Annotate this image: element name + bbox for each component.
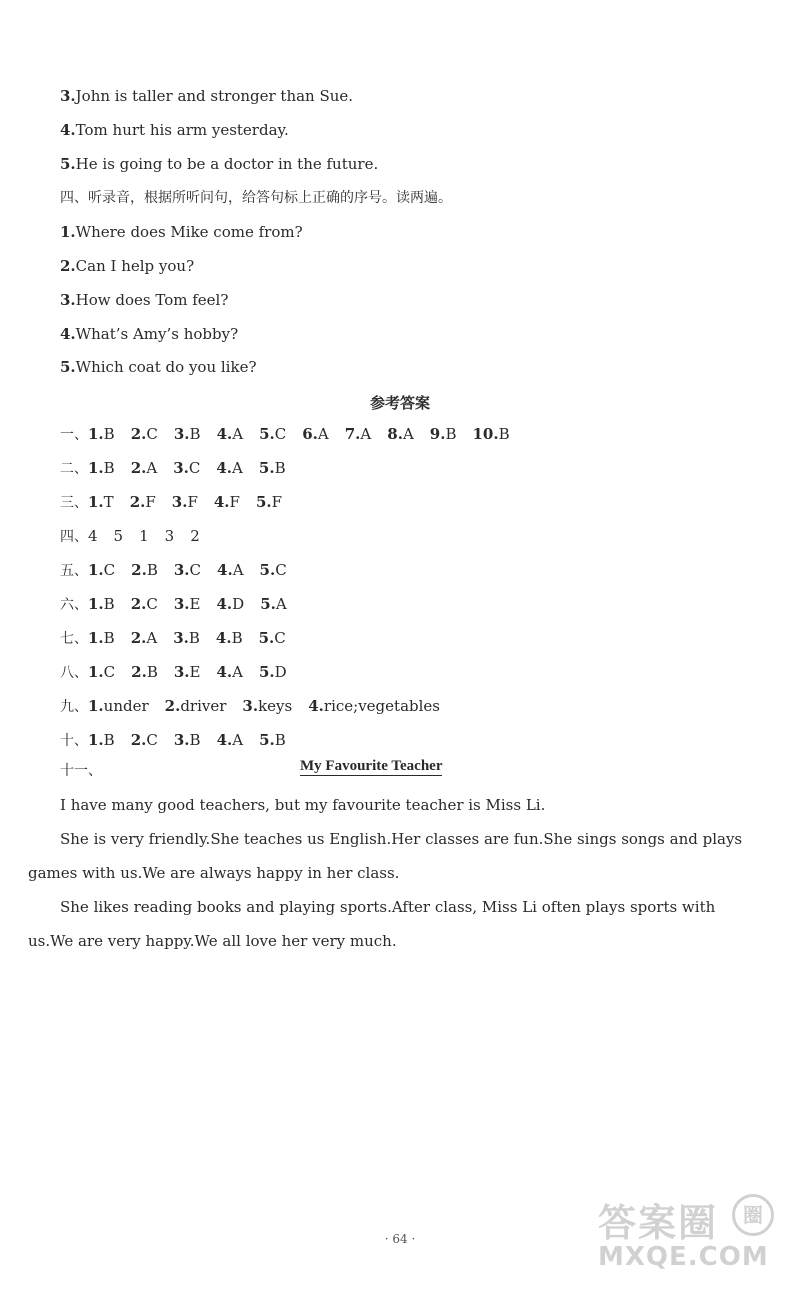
answer-item-number: 2. — [164, 697, 181, 715]
answer-item-value: A — [232, 459, 243, 477]
answer-item-number: 2. — [130, 425, 147, 443]
answer-item — [173, 458, 200, 478]
answer-item-value: F — [229, 493, 240, 511]
answer-item-value: C — [274, 629, 286, 647]
answer-item — [174, 424, 201, 444]
answer-item — [88, 458, 115, 478]
answer-item-value: B — [146, 561, 158, 579]
answer-row-label: 二、 — [60, 461, 88, 477]
answer-item-number: 4. — [216, 459, 233, 477]
answer-item-number: 5. — [260, 595, 276, 613]
answer-item-number: 4. — [213, 493, 230, 511]
answer-item-number: 5. — [259, 425, 275, 443]
section-4-item-1: 1.Where does Mike come from? — [60, 223, 303, 241]
answer-item — [174, 560, 201, 580]
essay-label: 十一、 — [60, 763, 102, 779]
answer-item — [131, 628, 158, 648]
answer-item — [242, 696, 292, 716]
answer-item-number: 3. — [173, 561, 190, 579]
answer-row-label: 五、 — [60, 563, 88, 579]
answer-item — [88, 628, 115, 648]
answer-row-label: 八、 — [60, 665, 88, 681]
answer-item-number: 1. — [88, 425, 104, 443]
answer-item — [345, 424, 372, 444]
answer-item-value: 2 — [190, 527, 200, 545]
answer-item-value: B — [445, 425, 457, 443]
answer-item-value: 5 — [113, 527, 124, 545]
answer-item-value: B — [146, 663, 158, 681]
answer-item-value: C — [275, 561, 287, 579]
answer-item — [430, 424, 457, 444]
answer-item-value: C — [274, 425, 287, 443]
answer-item-number: 1. — [88, 595, 104, 613]
answer-item — [172, 492, 198, 512]
answer-item-number: 2. — [130, 629, 147, 647]
answer-item-number: 4. — [216, 731, 233, 749]
script-line-4: 4.Tom hurt his arm yesterday. — [60, 121, 289, 139]
answer-item-value: C — [189, 561, 202, 579]
answer-item-value: B — [189, 425, 201, 443]
answer-item-number: 1. — [88, 493, 104, 511]
answer-item-value: E — [189, 663, 201, 681]
answer-item-value: C — [146, 595, 158, 613]
answer-item-value: E — [189, 595, 201, 613]
answer-item-number: 1. — [88, 629, 104, 647]
answer-item-number: 4. — [308, 697, 324, 715]
answer-item-value: B — [498, 425, 510, 443]
essay-paragraph-3: She likes reading books and playing sports.After class, Miss Li often plays sports with us.We are very happy.We all love her very much. — [28, 898, 716, 950]
page-number: · 64 · — [384, 1232, 416, 1246]
answer-item — [131, 560, 158, 580]
answer-item-value: B — [103, 425, 115, 443]
answer-item-number: 3. — [242, 697, 259, 715]
answer-item-value: F — [187, 493, 198, 511]
answer-item — [302, 424, 329, 444]
answer-row-label: 一、 — [60, 427, 88, 443]
answer-item — [88, 424, 115, 444]
answer-item-value: A — [402, 425, 414, 443]
answer-item-number: 2. — [130, 459, 147, 477]
answer-item-number: 5. — [258, 629, 275, 647]
answer-item — [174, 594, 201, 614]
answer-item — [217, 560, 244, 580]
answer-row — [60, 730, 302, 751]
answer-row-label: 三、 — [60, 495, 88, 511]
answer-item — [174, 662, 201, 682]
answer-item-value: B — [103, 629, 115, 647]
answer-item-number: 5. — [259, 663, 275, 681]
answer-row-label: 十、 — [60, 733, 88, 749]
answer-item — [214, 492, 240, 512]
answer-item-value: F — [271, 493, 283, 511]
answer-item-value: 3 — [164, 527, 175, 545]
answer-row — [60, 492, 298, 513]
answer-item-value: B — [189, 731, 201, 749]
answer-item-number: 10. — [472, 425, 499, 443]
answer-item-value: B — [103, 731, 115, 749]
answer-item-number: 2. — [129, 493, 146, 511]
answer-row-label: 四、 — [60, 529, 88, 545]
answer-item-value: A — [232, 425, 244, 443]
answer-item-value: A — [146, 629, 158, 647]
answer-item-number: 4. — [216, 595, 233, 613]
answer-item-number: 3. — [173, 425, 190, 443]
answer-item-value: D — [274, 663, 287, 681]
answer-row — [60, 662, 303, 683]
answer-row — [60, 628, 302, 649]
answer-row — [60, 560, 303, 581]
answer-row — [60, 696, 456, 717]
answer-item-value: A — [146, 459, 158, 477]
answer-item-value: keys — [258, 697, 293, 715]
answer-item-value: B — [103, 459, 115, 477]
answer-row-label: 六、 — [60, 597, 88, 613]
watermark-url: MXQE.COM — [598, 1242, 769, 1272]
answer-item-number: 1. — [88, 731, 104, 749]
answer-item — [88, 594, 115, 614]
answer-item-number: 4. — [216, 663, 233, 681]
answer-item — [88, 492, 114, 512]
answer-item-value: A — [360, 425, 372, 443]
answer-item-value: A — [317, 425, 329, 443]
answer-item — [131, 594, 158, 614]
answer-item-value: C — [188, 459, 201, 477]
answer-item-number: 4. — [215, 629, 232, 647]
answer-item — [165, 526, 175, 546]
answer-item — [259, 424, 286, 444]
script-line-3: 3.John is taller and stronger than Sue. — [60, 87, 354, 105]
answer-item-value: F — [145, 493, 156, 511]
answer-row — [60, 526, 216, 547]
answer-item — [190, 526, 200, 546]
answer-item-number: 5. — [259, 731, 275, 749]
answer-item — [387, 424, 414, 444]
answer-item-value: B — [103, 595, 115, 613]
essay-paragraph-2: She is very friendly.She teaches us English.Her classes are fun.She sings songs and plays games with us.We are always happy in her class. — [28, 830, 743, 882]
answer-item-value: A — [232, 731, 244, 749]
answer-item — [217, 424, 244, 444]
answer-item-number: 2. — [131, 561, 147, 579]
answer-item — [259, 628, 286, 648]
answer-item-value: C — [103, 663, 116, 681]
answer-item-number: 3. — [171, 493, 188, 511]
watermark-cn: 答案圈 — [598, 1201, 719, 1245]
answer-item-number: 3. — [173, 629, 189, 647]
answer-item-value: A — [232, 561, 244, 579]
answer-item — [131, 458, 158, 478]
answer-row-label: 七、 — [60, 631, 88, 647]
answer-item-number: 5. — [258, 459, 275, 477]
answer-item-value: B — [274, 731, 286, 749]
answer-item-number: 2. — [130, 595, 147, 613]
answer-item — [131, 424, 158, 444]
answer-item-value: A — [232, 663, 243, 681]
answer-item — [256, 492, 282, 512]
section-4-item-5: 5.Which coat do you like? — [60, 358, 257, 376]
section-4-item-4: 4.What’s Amy’s hobby? — [60, 325, 239, 343]
answer-item — [88, 696, 149, 716]
answer-item — [131, 662, 158, 682]
answer-item — [174, 730, 201, 750]
answer-item — [259, 662, 287, 682]
answer-item-number: 3. — [173, 663, 190, 681]
answer-item — [88, 662, 115, 682]
answer-item-number: 5. — [255, 493, 272, 511]
answer-item-value: rice;vegetables — [323, 697, 440, 715]
answer-item — [259, 730, 286, 750]
answer-item-value: D — [232, 595, 245, 613]
answer-item-value: C — [146, 731, 158, 749]
answer-item-number: 1. — [88, 663, 104, 681]
answer-key-title: 参考答案 — [369, 394, 430, 412]
answer-item-number: 1. — [88, 459, 104, 477]
answer-item-number: 3. — [173, 731, 190, 749]
answer-item-value: C — [146, 425, 158, 443]
answer-item — [88, 730, 115, 750]
answer-item — [88, 526, 98, 546]
answer-item — [259, 458, 286, 478]
answer-item-number: 8. — [387, 425, 403, 443]
answer-item — [260, 560, 287, 580]
answer-item-value: A — [275, 595, 287, 613]
answer-item — [131, 730, 158, 750]
answer-item — [139, 526, 149, 546]
answer-item — [260, 594, 287, 614]
answer-item-number: 6. — [302, 425, 318, 443]
section-4-item-3: 3.How does Tom feel? — [60, 291, 229, 309]
answer-item — [173, 628, 200, 648]
answer-item-value: 4 — [88, 527, 98, 545]
answer-item — [130, 492, 156, 512]
watermark-logo — [590, 1184, 780, 1279]
section-4-heading: 四、听录音，根据所听问句，给答句标上正确的序号。读两遍。 — [60, 190, 452, 206]
script-line-5: 5.He is going to be a doctor in the future. — [60, 155, 379, 173]
answer-item-number: 7. — [344, 425, 361, 443]
answer-item-number: 1. — [88, 561, 104, 579]
answer-row-label: 九、 — [60, 699, 88, 715]
answer-item-value: C — [103, 561, 116, 579]
answer-item-value: B — [231, 629, 243, 647]
answer-row — [60, 424, 526, 445]
answer-item-number: 2. — [131, 663, 147, 681]
answer-item-number: 3. — [173, 595, 190, 613]
answer-row — [60, 594, 303, 615]
answer-item — [88, 560, 115, 580]
answer-item — [114, 526, 124, 546]
answer-item-value: 1 — [139, 527, 149, 545]
answer-item-number: 1. — [88, 697, 104, 715]
section-4-item-2: 2.Can I help you? — [60, 257, 195, 275]
answer-item — [217, 730, 244, 750]
watermark-badge-icon: 圈 — [732, 1194, 774, 1236]
answer-item-number: 4. — [217, 561, 233, 579]
answer-item — [308, 696, 440, 716]
answer-row — [60, 458, 302, 479]
answer-item-number: 5. — [259, 561, 276, 579]
answer-item-number: 2. — [130, 731, 147, 749]
answer-item — [216, 628, 243, 648]
answer-item-number: 4. — [216, 425, 233, 443]
answer-item-value: T — [103, 493, 114, 511]
essay-paragraph-1: I have many good teachers, but my favourite teacher is Miss Li. — [60, 796, 546, 814]
essay-title: My Favourite Teacher — [300, 758, 443, 774]
answer-item — [472, 424, 509, 444]
answer-item-value: driver — [180, 697, 227, 715]
answer-item-value: under — [103, 697, 149, 715]
answer-item-value: B — [274, 459, 286, 477]
answer-item — [216, 662, 243, 682]
answer-item — [165, 696, 227, 716]
answer-item-number: 9. — [429, 425, 446, 443]
answer-item-value: B — [188, 629, 200, 647]
answer-item — [216, 458, 243, 478]
answer-item — [216, 594, 244, 614]
answer-item-number: 3. — [173, 459, 189, 477]
